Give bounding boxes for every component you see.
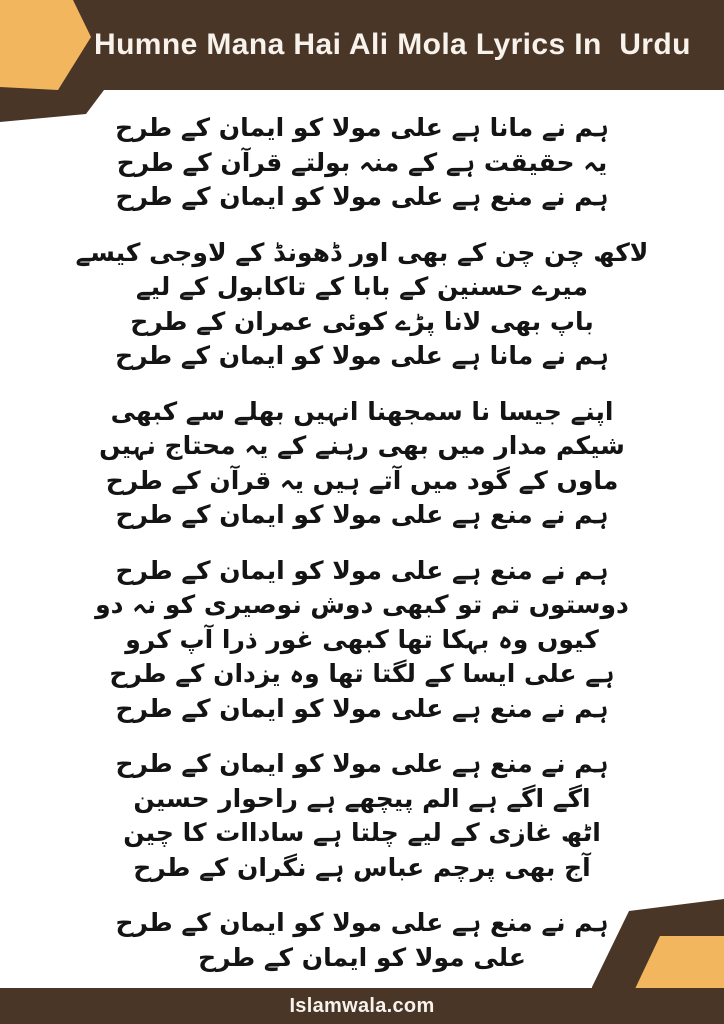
lyric-line: ہم نے منع ہے علی مولا کو ایمان کے طرح (115, 182, 609, 211)
lyric-line: اگے اگے ہے الم پیچھے ہے راحوار حسین (133, 783, 591, 813)
lyric-line: باپ بھی لانا پڑے کوئی عمران کے طرح (130, 306, 594, 336)
lyric-line: ہم نے منع ہے علی مولا کو ایمان کے طرح (115, 500, 609, 529)
stanza-4 (0, 554, 724, 727)
lyric-line: ماوں کے گود میں آتے ہیں یہ قرآن کے طرح (105, 465, 619, 495)
lyric-line: یہ حقیقت ہے کے منہ بولتے قرآن کے طرح (116, 147, 608, 177)
lyric-line: ہم نے منع ہے علی مولا کو ایمان کے طرح (115, 693, 609, 723)
lyrics-body (0, 111, 724, 996)
lyric-line: ہم نے منع ہے علی مولا کو ایمان کے طرح (115, 908, 609, 937)
lyric-line: کیوں وہ بہکا تھا کبھی غور ذرا آپ کرو (125, 624, 599, 654)
lyric-line: آج بھی پرچم عباس ہے نگران کے طرح (133, 852, 591, 882)
lyric-line: لاکھ چن چن کے بھی اور ڈھونڈ کے لاوجی کیسے (75, 237, 649, 267)
lyric-line: اپنے جیسا نا سمجھنا انہیں بھلے سے کبھی (110, 396, 614, 426)
stanza-1 (0, 111, 724, 215)
lyric-line: ہے علی ایسا کے لگتا تھا وہ یزدان کے طرح (109, 659, 615, 688)
stanza-2 (0, 236, 724, 374)
lyric-line: میرے حسنین کے بابا کے تاکابول کے لیے (136, 272, 588, 301)
lyric-line: شیکم مدار میں بھی رہنے کے یہ محتاج نہیں (99, 431, 625, 460)
stanza-5 (0, 747, 724, 885)
lyric-line: دوستوں تم تو کبھی دوش نوصیری کو نہ دو (95, 590, 629, 619)
lyric-line: ہم نے مانا ہے علی مولا کو ایمان کے طرح (115, 113, 609, 142)
lyric-line: ہم نے منع ہے علی مولا کو ایمان کے طرح (115, 555, 609, 585)
lyric-line: اٹھ غازی کے لیے چلتا ہے ساداات کا چین (123, 818, 601, 847)
lyric-line: ہم نے منع ہے علی مولا کو ایمان کے طرح (115, 749, 609, 778)
footer-site-name: Islamwala.com (289, 994, 435, 1017)
lyric-line: علی مولا کو ایمان کے طرح (198, 942, 526, 972)
stanza-3 (0, 395, 724, 533)
lyric-line: ہم نے مانا ہے علی مولا کو ایمان کے طرح (115, 341, 609, 370)
page-title: Humne Mana Hai Ali Mola Lyrics In Urdu (94, 28, 691, 61)
